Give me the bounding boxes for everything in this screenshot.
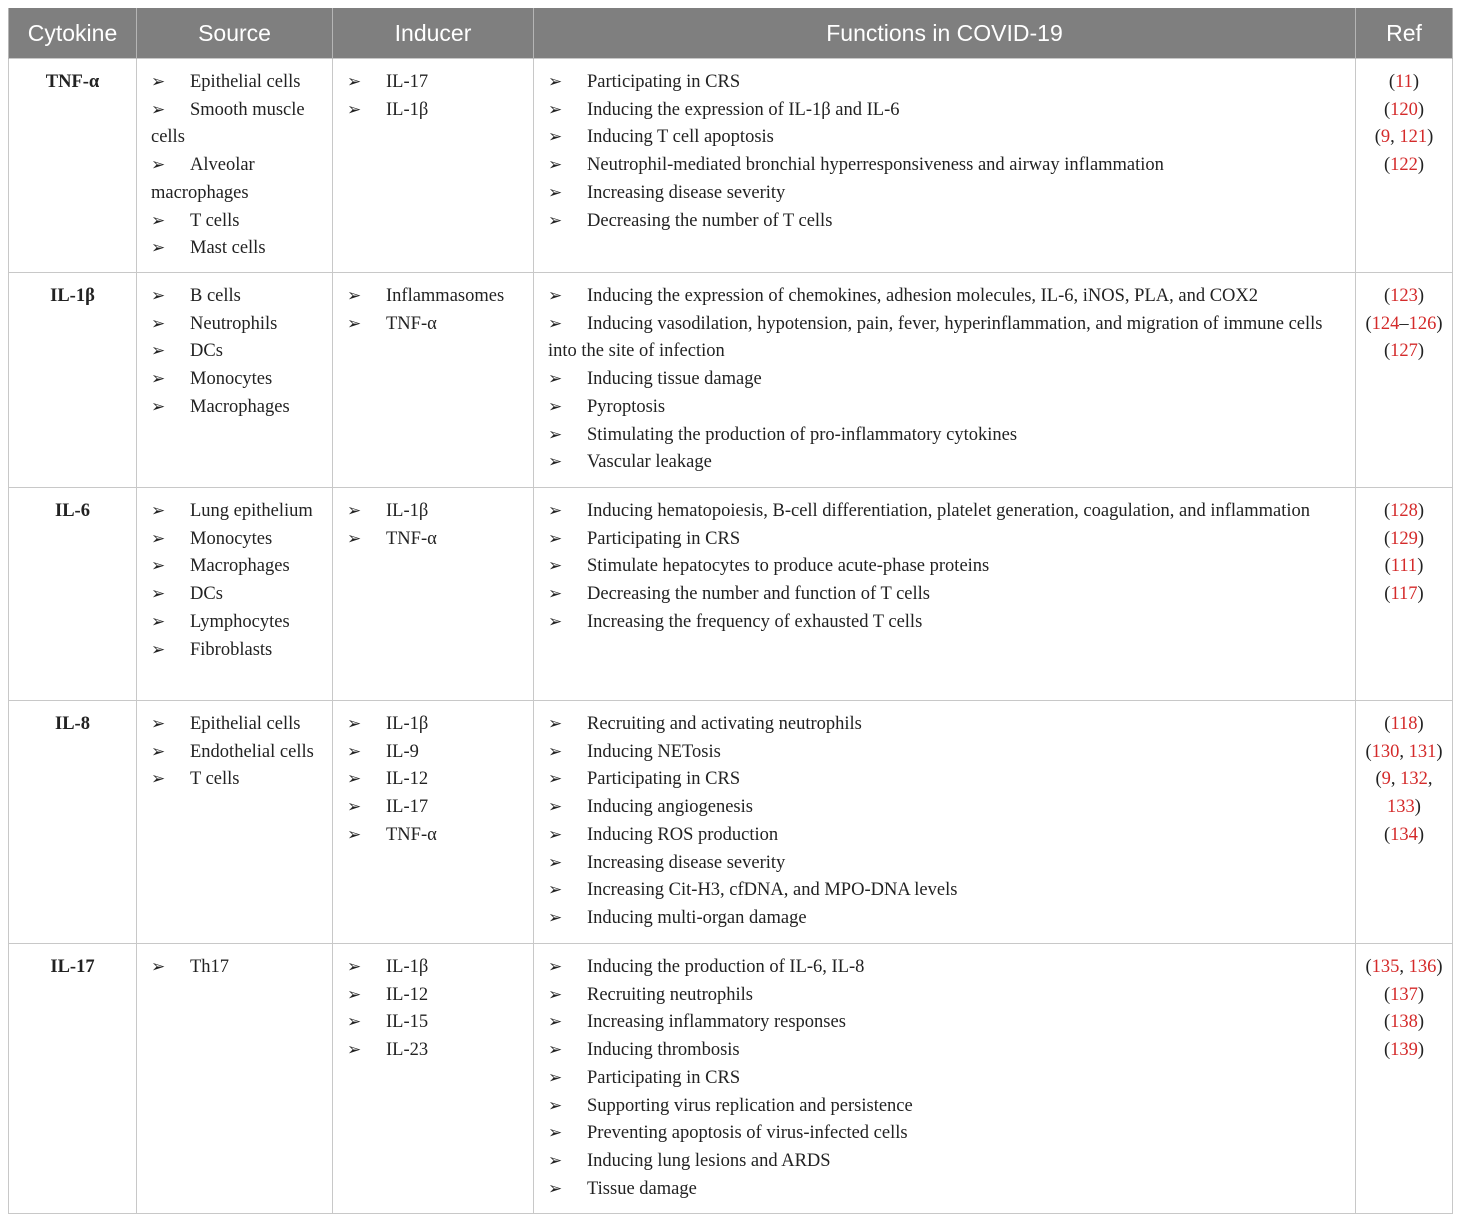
- source-item: [151, 954, 320, 982]
- function-item: [548, 609, 1343, 637]
- bullet-arrow-icon: ➢: [347, 99, 362, 120]
- inducer-text: IL-1β: [386, 957, 429, 977]
- function-text: Pyroptosis: [587, 396, 666, 417]
- function-item: [548, 1148, 1343, 1176]
- function-item: [548, 422, 1343, 450]
- bullet-arrow-icon: ➢: [548, 1040, 563, 1061]
- bullet-arrow-icon: ➢: [151, 210, 166, 231]
- function-item: [548, 794, 1343, 822]
- functions-cell: [534, 701, 1356, 944]
- function-text: Decreasing the number and function of T cells: [587, 584, 930, 605]
- bullet-arrow-icon: ➢: [548, 424, 563, 445]
- inducer-cell: [333, 944, 534, 1214]
- bullet-arrow-icon: ➢: [347, 797, 362, 818]
- bullet-arrow-icon: ➢: [548, 501, 563, 521]
- source-text: Macrophages: [190, 396, 290, 417]
- inducer-text: IL-12: [386, 984, 429, 1005]
- function-text: Inducing NETosis: [587, 741, 721, 762]
- function-item: [548, 526, 1343, 554]
- reference-citation: (127): [1383, 341, 1425, 362]
- header-row: [9, 8, 1453, 59]
- source-text: Epithelial cells: [190, 72, 301, 92]
- bullet-arrow-icon: ➢: [347, 286, 362, 306]
- reference-citation: (11): [1388, 72, 1420, 92]
- bullet-arrow-icon: ➢: [548, 1012, 563, 1033]
- bullet-arrow-icon: ➢: [151, 741, 166, 762]
- source-text: T cells: [190, 769, 240, 790]
- function-text: Inducing vasodilation, hypotension, pain, fever, hyperinflammation, and migration of immune cells into the site of infection: [548, 313, 1323, 362]
- function-text: Increasing the frequency of exhausted T cells: [587, 611, 923, 632]
- function-item: [548, 498, 1343, 526]
- source-item: [151, 283, 320, 311]
- bullet-arrow-icon: ➢: [151, 639, 166, 660]
- source-cell: [137, 944, 333, 1214]
- inducer-text: TNF-α: [386, 313, 437, 334]
- function-text: Decreasing the number of T cells: [587, 210, 833, 231]
- function-item: [548, 905, 1343, 933]
- bullet-arrow-icon: ➢: [548, 127, 563, 148]
- bullet-arrow-icon: ➢: [548, 1123, 563, 1144]
- function-item: [548, 394, 1343, 422]
- bullet-arrow-icon: ➢: [347, 1040, 362, 1061]
- table-body: [9, 59, 1453, 1214]
- bullet-arrow-icon: ➢: [151, 396, 166, 417]
- bullet-arrow-icon: ➢: [151, 957, 166, 977]
- function-item: [548, 1065, 1343, 1093]
- function-item: [548, 850, 1343, 878]
- source-item: [151, 498, 320, 526]
- reference-citation: (118): [1384, 714, 1424, 734]
- inducer-item: [347, 97, 521, 125]
- source-item: [151, 208, 320, 236]
- cytokine-table: [8, 8, 1453, 1214]
- function-text: Supporting virus replication and persistence: [587, 1095, 913, 1116]
- source-item: [151, 311, 320, 339]
- reference-citation: (124–126): [1365, 313, 1443, 334]
- function-item: [548, 1176, 1343, 1204]
- bullet-arrow-icon: ➢: [548, 741, 563, 762]
- cytokine-cell: IL-17: [9, 944, 137, 1214]
- bullet-arrow-icon: ➢: [151, 238, 166, 259]
- function-item: [548, 283, 1343, 311]
- bullet-arrow-icon: ➢: [548, 210, 563, 231]
- reference-citation: (138): [1383, 1012, 1425, 1033]
- bullet-arrow-icon: ➢: [548, 182, 563, 203]
- source-text: Endothelial cells: [190, 741, 314, 762]
- bullet-arrow-icon: ➢: [548, 824, 563, 845]
- bullet-arrow-icon: ➢: [548, 769, 563, 790]
- function-item: [548, 766, 1343, 794]
- inducer-item: [347, 982, 521, 1010]
- reference-citation: (137): [1383, 984, 1425, 1005]
- bullet-arrow-icon: ➢: [347, 824, 362, 845]
- reference-citation: (9, 132, 133): [1375, 769, 1433, 818]
- reference-citation: (120): [1383, 99, 1425, 120]
- bullet-arrow-icon: ➢: [151, 611, 166, 632]
- source-text: Lung epithelium: [190, 501, 313, 521]
- function-item: [548, 1037, 1343, 1065]
- source-text: DCs: [190, 584, 223, 605]
- function-text: Participating in CRS: [587, 528, 741, 549]
- source-text: B cells: [190, 286, 241, 306]
- bullet-arrow-icon: ➢: [548, 286, 563, 306]
- function-item: [548, 152, 1343, 180]
- inducer-text: IL-15: [386, 1012, 429, 1033]
- bullet-arrow-icon: ➢: [548, 528, 563, 549]
- inducer-cell: [333, 273, 534, 488]
- bullet-arrow-icon: ➢: [347, 528, 362, 549]
- bullet-arrow-icon: ➢: [548, 396, 563, 417]
- inducer-text: TNF-α: [386, 528, 437, 549]
- function-text: Inducing lung lesions and ARDS: [587, 1150, 831, 1171]
- source-item: [151, 711, 320, 739]
- reference-citation: (9, 121): [1374, 127, 1434, 148]
- source-item: [151, 235, 320, 263]
- bullet-arrow-icon: ➢: [151, 528, 166, 549]
- function-text: Inducing T cell apoptosis: [587, 127, 774, 148]
- cytokine-cell: TNF-α: [9, 59, 137, 273]
- source-cell: [137, 701, 333, 944]
- table-row: [9, 944, 1453, 1214]
- function-item: [548, 822, 1343, 850]
- bullet-arrow-icon: ➢: [548, 907, 563, 928]
- inducer-text: IL-9: [386, 741, 419, 762]
- header-functions: Functions in COVID-19: [534, 8, 1356, 59]
- bullet-arrow-icon: ➢: [548, 369, 563, 390]
- source-cell: [137, 59, 333, 273]
- function-text: Vascular leakage: [587, 452, 712, 473]
- ref-cell: [1356, 273, 1453, 488]
- source-text: Macrophages: [190, 556, 290, 577]
- inducer-item: [347, 954, 521, 982]
- inducer-text: Inflammasomes: [386, 286, 505, 306]
- function-text: Inducing the expression of chemokines, adhesion molecules, IL-6, iNOS, PLA, and COX2: [587, 286, 1259, 306]
- function-text: Inducing the expression of IL-1β and IL-6: [587, 99, 900, 120]
- bullet-arrow-icon: ➢: [347, 714, 362, 734]
- function-text: Tissue damage: [587, 1178, 697, 1199]
- source-item: [151, 366, 320, 394]
- cytokine-cell: IL-6: [9, 488, 137, 701]
- source-text: Th17: [190, 957, 230, 977]
- function-text: Increasing inflammatory responses: [587, 1012, 846, 1033]
- bullet-arrow-icon: ➢: [151, 72, 166, 92]
- source-text: Fibroblasts: [190, 639, 273, 660]
- function-text: Preventing apoptosis of virus-infected cells: [587, 1123, 908, 1144]
- bullet-arrow-icon: ➢: [347, 769, 362, 790]
- function-text: Recruiting neutrophils: [587, 984, 753, 1005]
- function-text: Increasing disease severity: [587, 852, 786, 873]
- source-item: [151, 553, 320, 581]
- reference-citation: (111): [1384, 556, 1424, 577]
- bullet-arrow-icon: ➢: [548, 1178, 563, 1199]
- bullet-arrow-icon: ➢: [548, 957, 563, 977]
- function-item: [548, 208, 1343, 236]
- bullet-arrow-icon: ➢: [548, 1067, 563, 1088]
- source-item: [151, 152, 320, 207]
- function-text: Participating in CRS: [587, 72, 741, 92]
- functions-cell: [534, 59, 1356, 273]
- bullet-arrow-icon: ➢: [548, 155, 563, 176]
- function-text: Inducing hematopoiesis, B-cell differentiation, platelet generation, coagulation, and inflammation: [587, 501, 1310, 521]
- reference-citation: (129): [1383, 528, 1425, 549]
- bullet-arrow-icon: ➢: [347, 501, 362, 521]
- reference-citation: (128): [1383, 501, 1425, 521]
- bullet-arrow-icon: ➢: [151, 769, 166, 790]
- source-text: Monocytes: [190, 369, 273, 390]
- bullet-arrow-icon: ➢: [347, 984, 362, 1005]
- bullet-arrow-icon: ➢: [548, 714, 563, 734]
- bullet-arrow-icon: ➢: [347, 1012, 362, 1033]
- inducer-text: TNF-α: [386, 824, 437, 845]
- bullet-arrow-icon: ➢: [151, 369, 166, 390]
- function-item: [548, 1009, 1343, 1037]
- bullet-arrow-icon: ➢: [347, 313, 362, 334]
- source-item: [151, 97, 320, 152]
- source-text: Epithelial cells: [190, 714, 301, 734]
- reference-citation: (122): [1383, 155, 1425, 176]
- function-item: [548, 180, 1343, 208]
- function-item: [548, 449, 1343, 477]
- bullet-arrow-icon: ➢: [151, 286, 166, 306]
- function-item: [548, 954, 1343, 982]
- inducer-cell: [333, 59, 534, 273]
- inducer-item: [347, 1009, 521, 1037]
- source-item: [151, 739, 320, 767]
- bullet-arrow-icon: ➢: [151, 501, 166, 521]
- bullet-arrow-icon: ➢: [548, 313, 563, 334]
- source-cell: [137, 488, 333, 701]
- function-item: [548, 739, 1343, 767]
- function-item: [548, 366, 1343, 394]
- table-row: [9, 273, 1453, 488]
- reference-citation: (130, 131): [1365, 741, 1443, 762]
- function-item: [548, 311, 1343, 366]
- bullet-arrow-icon: ➢: [548, 584, 563, 605]
- reference-citation: (134): [1383, 824, 1425, 845]
- bullet-arrow-icon: ➢: [548, 452, 563, 473]
- function-item: [548, 97, 1343, 125]
- bullet-arrow-icon: ➢: [548, 99, 563, 120]
- source-item: [151, 338, 320, 366]
- function-item: [548, 553, 1343, 581]
- source-text: DCs: [190, 341, 223, 362]
- source-text: Lymphocytes: [190, 611, 290, 632]
- function-text: Inducing the production of IL-6, IL-8: [587, 957, 865, 977]
- inducer-text: IL-17: [386, 797, 429, 818]
- reference-citation: (123): [1383, 286, 1425, 306]
- bullet-arrow-icon: ➢: [151, 99, 166, 120]
- inducer-item: [347, 498, 521, 526]
- ref-cell: [1356, 701, 1453, 944]
- function-text: Increasing Cit-H3, cfDNA, and MPO-DNA levels: [587, 880, 958, 901]
- source-text: Neutrophils: [190, 313, 278, 334]
- source-item: [151, 637, 320, 665]
- source-text: Monocytes: [190, 528, 273, 549]
- functions-cell: [534, 488, 1356, 701]
- ref-cell: [1356, 944, 1453, 1214]
- inducer-item: [347, 526, 521, 554]
- inducer-item: [347, 711, 521, 739]
- function-text: Increasing disease severity: [587, 182, 786, 203]
- header-ref: Ref: [1356, 8, 1453, 59]
- header-inducer: Inducer: [333, 8, 534, 59]
- source-item: [151, 394, 320, 422]
- inducer-item: [347, 283, 521, 311]
- bullet-arrow-icon: ➢: [151, 341, 166, 362]
- function-text: Inducing multi-organ damage: [587, 907, 807, 928]
- function-text: Inducing thrombosis: [587, 1040, 740, 1061]
- bullet-arrow-icon: ➢: [347, 957, 362, 977]
- function-item: [548, 982, 1343, 1010]
- function-item: [548, 877, 1343, 905]
- table-row: [9, 488, 1453, 701]
- source-text: Mast cells: [190, 238, 266, 259]
- bullet-arrow-icon: ➢: [548, 1150, 563, 1171]
- function-item: [548, 711, 1343, 739]
- source-cell: [137, 273, 333, 488]
- functions-cell: [534, 273, 1356, 488]
- bullet-arrow-icon: ➢: [548, 556, 563, 577]
- inducer-text: IL-17: [386, 72, 429, 92]
- cytokine-cell: IL-1β: [9, 273, 137, 488]
- source-item: [151, 609, 320, 637]
- inducer-text: IL-1β: [386, 501, 429, 521]
- bullet-arrow-icon: ➢: [548, 797, 563, 818]
- function-text: Inducing angiogenesis: [587, 797, 753, 818]
- function-text: Stimulating the production of pro-inflammatory cytokines: [587, 424, 1018, 445]
- inducer-item: [347, 311, 521, 339]
- function-item: [548, 1093, 1343, 1121]
- inducer-text: IL-1β: [386, 99, 429, 120]
- function-item: [548, 69, 1343, 97]
- cytokine-cell: IL-8: [9, 701, 137, 944]
- bullet-arrow-icon: ➢: [347, 741, 362, 762]
- bullet-arrow-icon: ➢: [548, 72, 563, 92]
- function-text: Inducing ROS production: [587, 824, 779, 845]
- function-item: [548, 1120, 1343, 1148]
- inducer-item: [347, 739, 521, 767]
- source-text: T cells: [190, 210, 240, 231]
- function-text: Recruiting and activating neutrophils: [587, 714, 862, 734]
- bullet-arrow-icon: ➢: [548, 880, 563, 901]
- function-text: Stimulate hepatocytes to produce acute-phase proteins: [587, 556, 990, 577]
- ref-cell: [1356, 488, 1453, 701]
- inducer-item: [347, 69, 521, 97]
- table-row: [9, 701, 1453, 944]
- inducer-item: [347, 766, 521, 794]
- bullet-arrow-icon: ➢: [548, 984, 563, 1005]
- function-text: Neutrophil-mediated bronchial hyperresponsiveness and airway inflammation: [587, 155, 1164, 176]
- header-cytokine: Cytokine: [9, 8, 137, 59]
- bullet-arrow-icon: ➢: [548, 852, 563, 873]
- inducer-text: IL-23: [386, 1040, 429, 1061]
- source-item: [151, 69, 320, 97]
- function-item: [548, 124, 1343, 152]
- reference-citation: (135, 136): [1365, 957, 1443, 977]
- inducer-item: [347, 822, 521, 850]
- bullet-arrow-icon: ➢: [151, 714, 166, 734]
- inducer-text: IL-12: [386, 769, 429, 790]
- function-text: Participating in CRS: [587, 769, 741, 790]
- reference-citation: (117): [1384, 584, 1424, 605]
- bullet-arrow-icon: ➢: [151, 556, 166, 577]
- reference-citation: (139): [1383, 1040, 1425, 1061]
- source-item: [151, 766, 320, 794]
- inducer-cell: [333, 488, 534, 701]
- inducer-cell: [333, 701, 534, 944]
- bullet-arrow-icon: ➢: [151, 155, 166, 176]
- source-text: Alveolar macrophages: [151, 155, 255, 203]
- source-item: [151, 526, 320, 554]
- bullet-arrow-icon: ➢: [151, 584, 166, 605]
- bullet-arrow-icon: ➢: [347, 72, 362, 92]
- bullet-arrow-icon: ➢: [151, 313, 166, 334]
- source-item: [151, 581, 320, 609]
- ref-cell: [1356, 59, 1453, 273]
- inducer-item: [347, 1037, 521, 1065]
- header-source: Source: [137, 8, 333, 59]
- bullet-arrow-icon: ➢: [548, 611, 563, 632]
- functions-cell: [534, 944, 1356, 1214]
- bullet-arrow-icon: ➢: [548, 1095, 563, 1116]
- inducer-text: IL-1β: [386, 714, 429, 734]
- table-row: [9, 59, 1453, 273]
- inducer-item: [347, 794, 521, 822]
- function-item: [548, 581, 1343, 609]
- function-text: Participating in CRS: [587, 1067, 741, 1088]
- function-text: Inducing tissue damage: [587, 369, 762, 390]
- source-text: Smooth muscle cells: [151, 99, 305, 148]
